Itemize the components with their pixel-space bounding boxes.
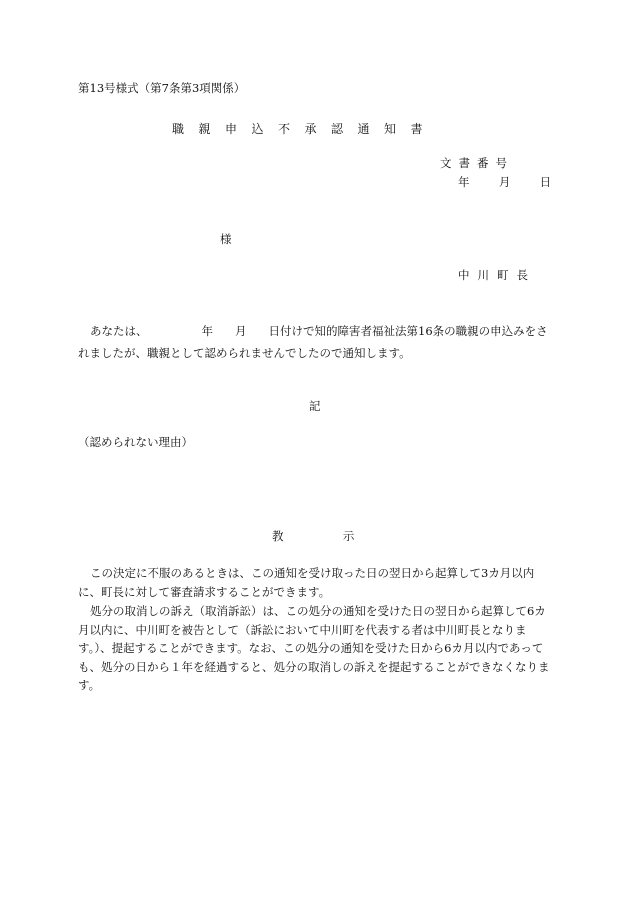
doc-number-label: 文書番号 — [440, 156, 514, 170]
kyoji-title-1: 教 — [272, 529, 284, 543]
form-number: 第13号様式（第7条第3項関係） — [78, 81, 246, 95]
sender: 中川町長 — [458, 268, 536, 282]
kyoji-paragraph-2: 処分の取消しの訴え（取消訴訟）は、この処分の通知を受けた日の翌日から起算して6カ月以内に、中川町を被告として（訴訟において中川町を代表する者は中川町長となります。）、提起することができます。なお、この処分の通知を受けた日から6カ月以内であっても、処分の日から１年を経過すると、処分の取消しの訴えを提起することができなくなります。 — [78, 604, 550, 692]
body-paragraph — [78, 320, 552, 364]
addressee-suffix: 様 — [220, 232, 232, 246]
date-year: 年 — [458, 175, 470, 189]
body-prefix: あなたは、 — [90, 324, 148, 338]
ki-heading: 記 — [309, 399, 321, 413]
kyoji-title-2: 示 — [342, 529, 355, 543]
kyoji-title — [272, 528, 354, 544]
body-year: 年 — [201, 324, 213, 338]
kyoji-paragraph-1: この決定に不服のあるときは、この通知を受け取った日の翌日から起算して3カ月以内に、町長に対して審査請求することができます。 — [78, 566, 535, 599]
reason-label: （認められない理由） — [78, 435, 193, 449]
date-line — [458, 174, 551, 190]
body-suffix: 日付けで知的障害者福祉法第16条の職親の申込みをされましたが、職親として認められませんでしたので通知します。 — [78, 324, 548, 360]
body-month: 月 — [235, 324, 247, 338]
date-day: 日 — [539, 175, 552, 189]
date-month: 月 — [498, 175, 511, 189]
document-title: 職親申込不承認通知書 — [172, 122, 438, 136]
